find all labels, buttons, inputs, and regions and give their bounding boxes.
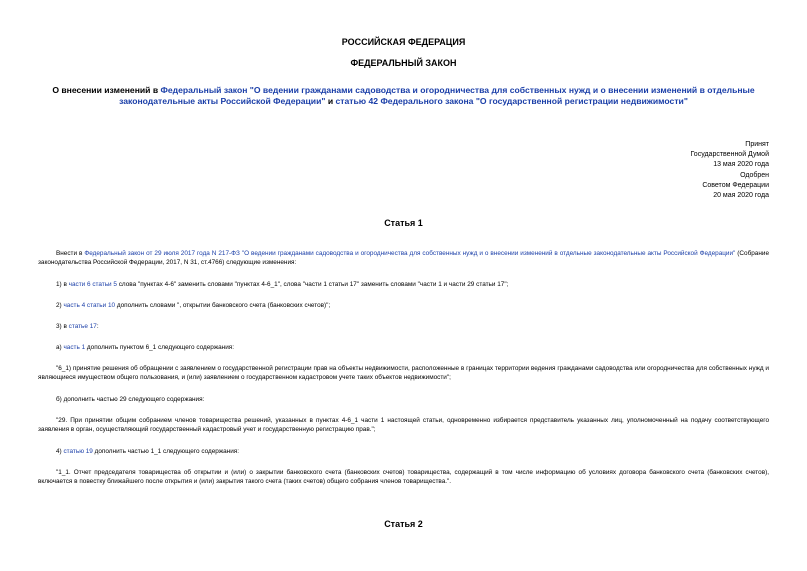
item-1 — [38, 280, 769, 289]
item-4-pre: 4) — [56, 448, 64, 455]
item-3a-pre: а) — [56, 344, 64, 351]
law-type-heading: ФЕДЕРАЛЬНЫЙ ЗАКОН — [350, 58, 457, 68]
approved-by: Советом Федерации — [702, 181, 769, 189]
accepted-date: 13 мая 2020 года — [713, 161, 769, 169]
item-4-link[interactable]: статью 19 — [63, 448, 93, 455]
item-4 — [38, 447, 769, 456]
item-3 — [38, 322, 769, 331]
quote-29: "29. При принятии общим собранием членов товарищества решений, указанных в пунктах 4-6_1 части 1 настоящей статьи, одновременно избирается представитель указанных лиц, уполномоченный на подачу соответствующего заявления в орган, осуществляющий государственный кадастровый учет и государственную регистрацию прав."; — [38, 417, 769, 434]
intro-law-link[interactable]: Федеральный закон от 29 июля 2017 года N 217-ФЗ "О ведении гражданами садоводства и огородничества для собственных нужд и о внесении изменений в отдельные законодательные акты Российской Федерации" — [84, 250, 736, 257]
quote-1-1: "1_1. Отчет председателя товарищества об открытии и (или) о закрытии банковского счета (банковских счетов) товарищества, содержащий в том числе информацию об условиях договора банковского счета (банковских счетов), включается в повестку ближайшего после открытия и (или) закрытия такого счета (таких счетов) общего собрания членов товарищества.". — [38, 469, 769, 486]
article-1-heading: Статья 1 — [384, 218, 423, 228]
approved-label: Одобрен — [740, 171, 769, 179]
approved-date: 20 мая 2020 года — [713, 192, 769, 200]
title-link-registration-law[interactable]: статью 42 Федерального закона "О государственной регистрации недвижимости" — [335, 96, 688, 106]
item-1-post: слова "пунктах 4-6" заменить словами "пунктах 4-6_1", слова "части 1 статьи 17" заменить словами "части 1 и части 29 статьи 17"; — [116, 281, 509, 288]
item-3-link[interactable]: статье 17 — [68, 323, 97, 330]
intro-pre: Внести в — [56, 250, 85, 257]
item-3-post: : — [96, 323, 99, 330]
item-3b: б) дополнить частью 29 следующего содержания: — [56, 396, 205, 403]
intro-post: (Собрание законодательства Российской Федерации, 2017, N 31, ст.4766) следующие изменения: — [38, 250, 769, 267]
item-2-post: дополнить словами ", открытии банковского счета (банковских счетов)"; — [115, 302, 331, 309]
accepted-by: Государственной Думой — [690, 151, 769, 159]
item-1-link[interactable]: части 6 статьи 5 — [68, 281, 117, 288]
item-3a — [38, 343, 769, 352]
item-4-post: дополнить частью 1_1 следующего содержания: — [92, 448, 240, 455]
item-2 — [38, 301, 769, 310]
item-2-link[interactable]: часть 4 статьи 10 — [63, 302, 116, 309]
item-3a-link[interactable]: часть 1 — [63, 344, 86, 351]
accepted-label: Принят — [745, 141, 769, 148]
title-middle: и — [325, 96, 336, 106]
title-link-gardening-law[interactable]: Федеральный закон "О ведении гражданами садоводства и огородничества для собственных нужд и о внесении изменений в отдельные законодательные акты Российской Федерации" — [119, 85, 755, 106]
article-1-intro — [38, 249, 769, 268]
item-3a-post: дополнить пунктом 6_1 следующего содержания: — [85, 344, 234, 351]
item-1-pre: 1) в — [56, 281, 69, 288]
item-2-pre: 2) — [56, 302, 64, 309]
federation-heading: РОССИЙСКАЯ ФЕДЕРАЦИЯ — [341, 37, 466, 47]
item-3-pre: 3) в — [56, 323, 69, 330]
acceptance-block — [569, 140, 769, 201]
article-2-heading: Статья 2 — [384, 519, 423, 529]
title-prefix: О внесении изменений в — [52, 85, 161, 95]
quote-6-1: "6_1) принятие решения об обращении с заявлением о государственной регистрации прав на объекты недвижимости, расположенные в границах территории ведения гражданами садоводства или огородничества для собственных нужд и являющиеся имуществом общего пользования, и (или) заявлением о государственном кадастровом учете таких объектов недвижимости"; — [38, 365, 769, 382]
law-title — [38, 85, 769, 107]
